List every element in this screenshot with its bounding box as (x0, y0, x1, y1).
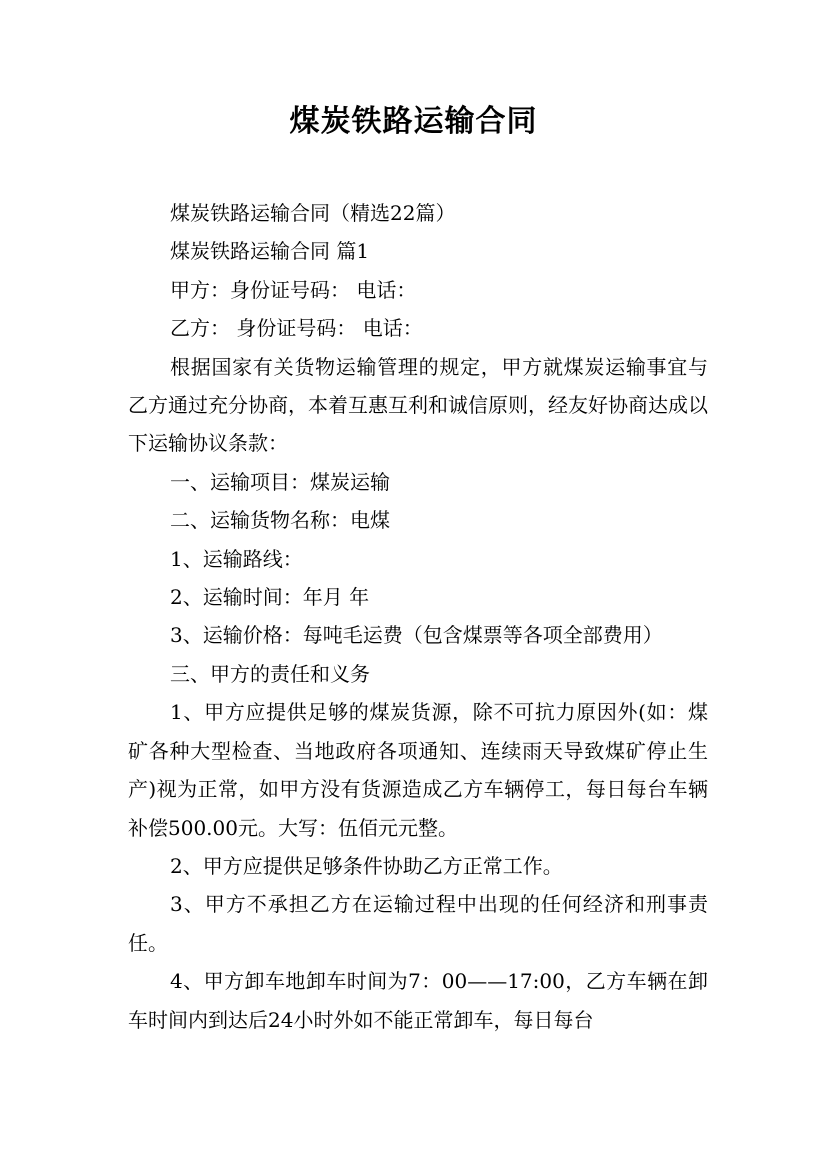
document-body (128, 194, 708, 1039)
paragraph-route: 1、运输路线： (170, 546, 303, 571)
paragraph-party-a: 甲方：身份证号码： 电话： (170, 277, 417, 302)
paragraph-item-2: 二、运输货物名称：电煤 (170, 508, 390, 533)
paragraph-duty-3: 3、甲方不承担乙方在运输过程中出现的任何经济和刑事责任。 (128, 892, 708, 955)
paragraph-preamble: 根据国家有关货物运输管理的规定，甲方就煤炭运输事宜与乙方通过充分协商，本着互惠互利和诚信原则，经友好协商达成以下运输协议条款： (128, 354, 708, 456)
paragraph-duty-4: 4、甲方卸车地卸车时间为7：00——17:00，乙方车辆在卸车时间内到达后24小时外如不能正常卸车，每日每台 (128, 969, 708, 1032)
paragraph-item-1: 一、运输项目：煤炭运输 (170, 469, 390, 494)
paragraph-subtitle: 煤炭铁路运输合同（精选22篇） (170, 201, 456, 225)
document-title: 煤炭铁路运输合同 (289, 104, 538, 139)
paragraph-price: 3、运输价格：每吨毛运费（包含煤票等各项全部费用） (170, 623, 663, 648)
paragraph-party-a-duties-heading: 三、甲方的责任和义务 (170, 661, 370, 686)
paragraph-duty-2: 2、甲方应提供足够条件协助乙方正常工作。 (170, 853, 563, 878)
paragraph-party-b: 乙方： 身份证号码： 电话： (170, 316, 423, 341)
paragraph-section-heading: 煤炭铁路运输合同 篇1 (170, 239, 370, 264)
paragraph-time: 2、运输时间：年月 年 (170, 585, 370, 610)
paragraph-duty-1: 1、甲方应提供足够的煤炭货源，除不可抗力原因外(如：煤矿各种大型检查、当地政府各项通知、连续雨天导致煤矿停止生产)视为正常，如甲方没有货源造成乙方车辆停工，每日每台车辆补偿500.00元。大写：伍佰元元整。 (128, 700, 708, 840)
